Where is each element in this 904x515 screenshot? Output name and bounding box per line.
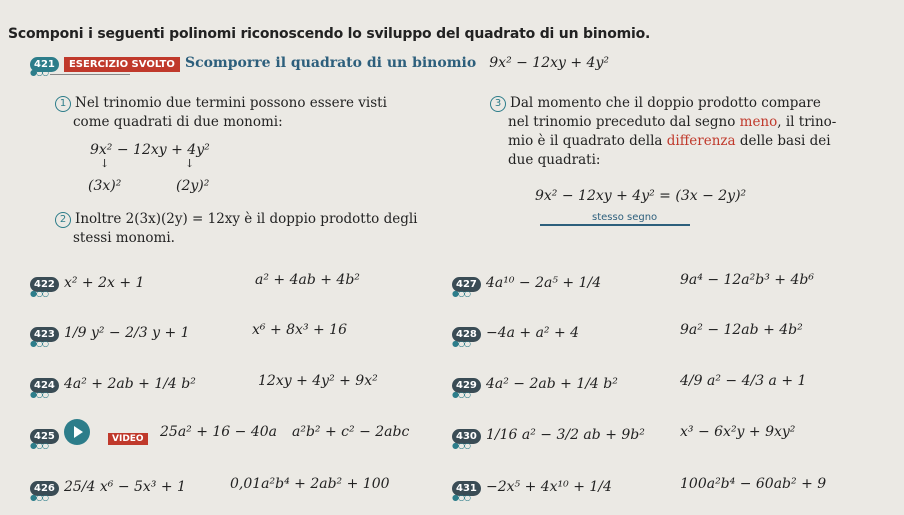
step1-line-b: come quadrati di due monomi: — [73, 114, 283, 130]
exercise-423-b: x⁶ + 8x³ + 16 — [252, 322, 347, 338]
step3-line-d: due quadrati: — [508, 152, 601, 168]
play-video-icon[interactable] — [64, 419, 90, 445]
difficulty-dots: ●○○ — [452, 390, 470, 399]
difficulty-dots: ●○○ — [30, 339, 48, 348]
step3-number: 3 — [490, 96, 506, 112]
difficulty-dots: ●○○ — [30, 289, 48, 298]
exercise-426: 426 25/4 x⁶ − 5x³ + 1 — [30, 476, 186, 496]
step1-number: 1 — [55, 96, 71, 112]
exercise-428-b: 9a² − 12ab + 4b² — [680, 322, 803, 338]
difficulty-dots: ●○○ — [30, 68, 48, 77]
exercise-427: 427 4a¹⁰ − 2a⁵ + 1/4 — [452, 272, 601, 292]
header-divider — [50, 74, 130, 75]
difficulty-dots: ●○○ — [452, 493, 470, 502]
example-title: Scomporre il quadrato di un binomio — [184, 55, 477, 71]
exercise-429-b: 4/9 a² − 4/3 a + 1 — [680, 373, 807, 389]
exercise-431: 431 −2x⁵ + 4x¹⁰ + 1/4 — [452, 476, 612, 496]
exercise-423: 423 1/9 y² − 2/3 y + 1 — [30, 322, 190, 342]
step3-line-b: nel trinomio preceduto dal segno meno, il trino- — [508, 114, 837, 130]
step1-square-1: (3x)² — [88, 178, 122, 194]
exercise-422-b: a² + 4ab + 4b² — [255, 272, 360, 288]
step3-line-c: mio è il quadrato della differenza delle basi dei — [508, 133, 831, 149]
exercise-425: 425 — [30, 424, 59, 444]
exercise-431-b: 100a²b⁴ − 60ab² + 9 — [680, 476, 827, 492]
difficulty-dots: ●○○ — [452, 441, 470, 450]
exercise-422: 422 x² + 2x + 1 — [30, 272, 144, 292]
arrow-down-icon: ↓ — [100, 157, 110, 170]
difficulty-dots: ●○○ — [452, 289, 470, 298]
exercise-430: 430 1/16 a² − 3/2 ab + 9b² — [452, 424, 645, 444]
step1-square-2: (2y)² — [176, 178, 210, 194]
example-polynomial: 9x² − 12xy + 4y² — [489, 55, 609, 71]
example-header — [30, 52, 609, 72]
step3-formula: 9x² − 12xy + 4y² = (3x − 2y)² — [535, 188, 747, 204]
exercise-427-b: 9a⁴ − 12a²b³ + 4b⁶ — [680, 272, 814, 288]
step2-line-b: stessi monomi. — [73, 230, 175, 246]
page-heading: Scomponi i seguenti polinomi riconoscendo lo sviluppo del quadrato di un binomio. — [8, 26, 651, 42]
example-number-badge: 421 — [30, 57, 59, 72]
exercise-425-a: 25a² + 16 − 40a — [160, 424, 278, 440]
exercise-424: 424 4a² + 2ab + 1/4 b² — [30, 373, 196, 393]
difficulty-dots: ●○○ — [30, 390, 48, 399]
step3-line-a: 3 Dal momento che il doppio prodotto compare — [490, 94, 821, 113]
exercise-424-b: 12xy + 4y² + 9x² — [258, 373, 378, 389]
step2-number: 2 — [55, 212, 71, 228]
step1-line-a: 1 Nel trinomio due termini possono essere visti — [55, 94, 387, 113]
exercise-428: 428 −4a + a² + 4 — [452, 322, 579, 342]
difficulty-dots: ●○○ — [30, 441, 48, 450]
exercise-426-b: 0,01a²b⁴ + 2ab² + 100 — [230, 476, 390, 492]
step1-polynomial: 9x² − 12xy + 4y² — [90, 142, 210, 158]
esercizio-svolto-tag: ESERCIZIO SVOLTO — [64, 57, 180, 72]
exercise-429: 429 4a² − 2ab + 1/4 b² — [452, 373, 618, 393]
video-button[interactable]: VIDEO — [108, 426, 148, 445]
step2-line-a: 2 Inoltre 2(3x)(2y) = 12xy è il doppio prodotto degli — [55, 210, 417, 229]
stesso-segno-bracket — [540, 224, 690, 226]
difficulty-dots: ●○○ — [452, 339, 470, 348]
exercise-430-b: x³ − 6x²y + 9xy² — [680, 424, 796, 440]
difficulty-dots: ●○○ — [30, 493, 48, 502]
arrow-down-icon: ↓ — [185, 157, 195, 170]
exercise-425-b: a²b² + c² − 2abc — [292, 424, 410, 440]
stesso-segno-label: stesso segno — [592, 212, 658, 223]
